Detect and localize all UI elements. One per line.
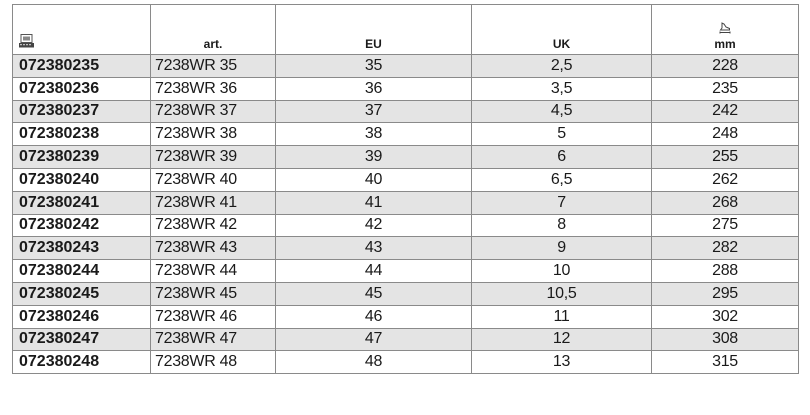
table-row	[13, 237, 799, 260]
cell-code: 072380236	[13, 77, 151, 100]
cell-code: 072380247	[13, 328, 151, 351]
cell-mm: 242	[652, 100, 799, 123]
cell-code: 072380246	[13, 305, 151, 328]
header-uk: UK	[472, 5, 652, 55]
cell-uk: 8	[472, 214, 652, 237]
cell-art: 7238WR 45	[151, 282, 276, 305]
cell-art: 7238WR 48	[151, 351, 276, 374]
cell-eu: 41	[276, 191, 472, 214]
header-art: art.	[151, 5, 276, 55]
table-row	[13, 168, 799, 191]
cell-eu: 38	[276, 123, 472, 146]
cell-mm: 268	[652, 191, 799, 214]
cell-art: 7238WR 39	[151, 146, 276, 169]
table-row	[13, 328, 799, 351]
cell-uk: 6,5	[472, 168, 652, 191]
cell-code: 072380238	[13, 123, 151, 146]
cell-art: 7238WR 47	[151, 328, 276, 351]
table-row	[13, 191, 799, 214]
table-row	[13, 351, 799, 374]
shoe-length-icon	[719, 22, 731, 34]
cell-art: 7238WR 36	[151, 77, 276, 100]
cell-code: 072380248	[13, 351, 151, 374]
table-row	[13, 146, 799, 169]
header-mm-label: mm	[714, 37, 736, 51]
cell-mm: 302	[652, 305, 799, 328]
cell-art: 7238WR 44	[151, 260, 276, 283]
table-row	[13, 305, 799, 328]
cell-uk: 10	[472, 260, 652, 283]
table-row	[13, 100, 799, 123]
cell-mm: 235	[652, 77, 799, 100]
cell-eu: 46	[276, 305, 472, 328]
cell-eu: 35	[276, 55, 472, 78]
cell-uk: 12	[472, 328, 652, 351]
header-eu: EU	[276, 5, 472, 55]
header-mm	[652, 5, 799, 55]
cell-art: 7238WR 40	[151, 168, 276, 191]
cell-code: 072380239	[13, 146, 151, 169]
cell-mm: 248	[652, 123, 799, 146]
cell-uk: 11	[472, 305, 652, 328]
cell-eu: 42	[276, 214, 472, 237]
table-row	[13, 55, 799, 78]
cell-code: 072380242	[13, 214, 151, 237]
cell-code: 072380235	[13, 55, 151, 78]
header-code	[13, 5, 151, 55]
cell-mm: 255	[652, 146, 799, 169]
cell-uk: 13	[472, 351, 652, 374]
cell-uk: 7	[472, 191, 652, 214]
table-header	[13, 5, 799, 55]
cell-uk: 2,5	[472, 55, 652, 78]
cell-code: 072380241	[13, 191, 151, 214]
cell-art: 7238WR 37	[151, 100, 276, 123]
cell-eu: 47	[276, 328, 472, 351]
cell-code: 072380243	[13, 237, 151, 260]
cell-art: 7238WR 41	[151, 191, 276, 214]
cell-eu: 39	[276, 146, 472, 169]
cell-mm: 282	[652, 237, 799, 260]
cell-uk: 3,5	[472, 77, 652, 100]
cell-eu: 45	[276, 282, 472, 305]
table-row	[13, 123, 799, 146]
cell-mm: 228	[652, 55, 799, 78]
table-row	[13, 282, 799, 305]
cell-code: 072380240	[13, 168, 151, 191]
cell-eu: 48	[276, 351, 472, 374]
cell-mm: 288	[652, 260, 799, 283]
table-row	[13, 214, 799, 237]
cell-eu: 36	[276, 77, 472, 100]
cell-mm: 308	[652, 328, 799, 351]
cell-mm: 275	[652, 214, 799, 237]
cell-mm: 315	[652, 351, 799, 374]
table-row	[13, 77, 799, 100]
cell-uk: 6	[472, 146, 652, 169]
barcode-scanner-icon	[19, 34, 35, 48]
cell-uk: 10,5	[472, 282, 652, 305]
cell-uk: 9	[472, 237, 652, 260]
cell-code: 072380245	[13, 282, 151, 305]
cell-eu: 44	[276, 260, 472, 283]
cell-mm: 262	[652, 168, 799, 191]
cell-art: 7238WR 43	[151, 237, 276, 260]
cell-uk: 5	[472, 123, 652, 146]
cell-uk: 4,5	[472, 100, 652, 123]
cell-code: 072380244	[13, 260, 151, 283]
table-row	[13, 260, 799, 283]
size-table	[12, 4, 799, 374]
cell-eu: 37	[276, 100, 472, 123]
cell-mm: 295	[652, 282, 799, 305]
cell-code: 072380237	[13, 100, 151, 123]
table-body	[13, 55, 799, 374]
cell-art: 7238WR 38	[151, 123, 276, 146]
cell-eu: 40	[276, 168, 472, 191]
cell-art: 7238WR 42	[151, 214, 276, 237]
cell-art: 7238WR 46	[151, 305, 276, 328]
cell-art: 7238WR 35	[151, 55, 276, 78]
cell-eu: 43	[276, 237, 472, 260]
